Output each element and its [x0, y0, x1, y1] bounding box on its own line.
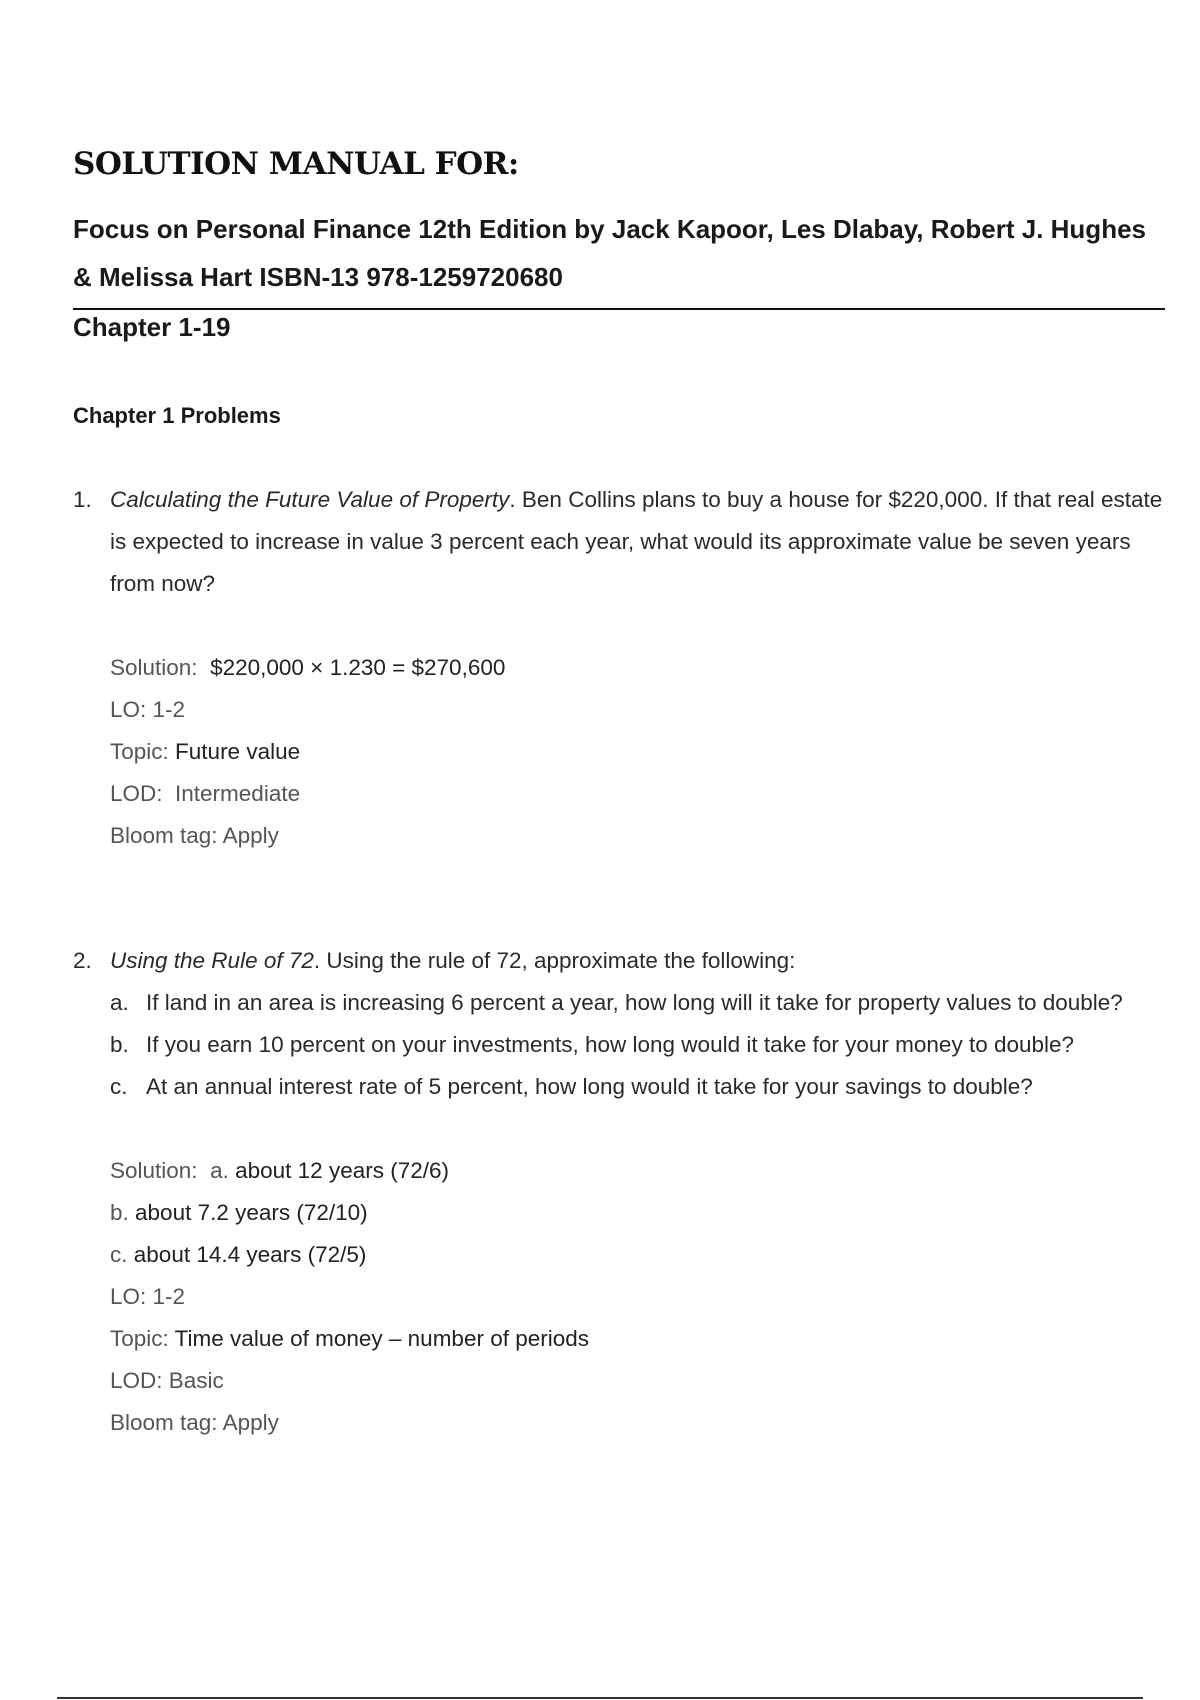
sub-question-list	[110, 982, 1165, 1108]
topic-value: Time value of money – number of periods	[174, 1326, 590, 1351]
lo-line	[110, 689, 1165, 731]
page-title: SOLUTION MANUAL FOR:	[73, 146, 519, 182]
solution-value: $220,000 × 1.230 = $270,600	[210, 655, 506, 680]
footer-divider	[57, 1697, 1143, 1699]
bloom-line	[110, 1402, 1165, 1444]
problem-1-statement	[73, 479, 1165, 605]
sub-question-text: If land in an area is increasing 6 percent a year, how long will it take for property values to double?	[146, 990, 1123, 1015]
sub-question-b	[110, 1024, 1165, 1066]
section-title: Chapter 1 Problems	[73, 403, 281, 428]
sub-question-c	[110, 1066, 1165, 1108]
sub-question-text: If you earn 10 percent on your investments, how long would it take for your money to double?	[146, 1032, 1075, 1057]
problem-1	[73, 479, 1165, 857]
solution-label: Solution:	[110, 1158, 198, 1183]
solution-letter: a.	[210, 1158, 229, 1183]
bloom-value: Apply	[222, 823, 279, 848]
solution-line-c	[110, 1234, 1165, 1276]
solution-value: about 12 years (72/6)	[235, 1158, 449, 1183]
lod-label: LOD:	[110, 1368, 163, 1393]
sub-question-a	[110, 982, 1165, 1024]
sub-question-text: At an annual interest rate of 5 percent, how long would it take for your savings to double?	[146, 1074, 1033, 1099]
topic-label: Topic:	[110, 1326, 169, 1351]
solution-value: about 7.2 years (72/10)	[135, 1200, 368, 1225]
solution-letter: c.	[110, 1242, 128, 1267]
sub-question-letter: c.	[110, 1074, 128, 1099]
topic-label: Topic:	[110, 739, 169, 764]
solution-line-a	[110, 1150, 1165, 1192]
bloom-line	[110, 815, 1165, 857]
lod-line	[110, 1360, 1165, 1402]
problem-number: 2.	[73, 948, 92, 973]
lod-value: Basic	[168, 1368, 224, 1393]
sub-question-letter: a.	[110, 990, 129, 1015]
sub-question-letter: b.	[110, 1032, 129, 1057]
topic-value: Future value	[175, 739, 301, 764]
bloom-label: Bloom tag:	[110, 1410, 218, 1435]
topic-line	[110, 731, 1165, 773]
solution-line	[110, 647, 1165, 689]
solution-line-b	[110, 1192, 1165, 1234]
lo-label: LO:	[110, 1284, 147, 1309]
problem-number: 1.	[73, 487, 92, 512]
lo-value: 1-2	[152, 697, 186, 722]
problem-title-punct: .	[509, 487, 516, 512]
chapter-range: Chapter 1-19	[73, 312, 231, 342]
lod-line	[110, 773, 1165, 815]
solution-label: Solution:	[110, 655, 198, 680]
lo-line	[110, 1276, 1165, 1318]
problem-title: Using the Rule of 72	[110, 948, 314, 973]
bloom-label: Bloom tag:	[110, 823, 218, 848]
lo-value: 1-2	[152, 1284, 186, 1309]
problem-2	[73, 940, 1165, 1444]
topic-line	[110, 1318, 1165, 1360]
lo-label: LO:	[110, 697, 147, 722]
problem-title-punct: .	[313, 948, 321, 973]
book-info: Focus on Personal Finance 12th Edition by Jack Kapoor, Les Dlabay, Robert J. Hughes & Melissa Hart ISBN-13 978-1259720680	[73, 214, 1146, 292]
solution-value: about 14.4 years (72/5)	[133, 1242, 367, 1267]
problem-title: Calculating the Future Value of Property	[110, 487, 510, 512]
solution-letter: b.	[110, 1200, 129, 1225]
problem-text: Ben Collins plans to buy a house for $220,000. If that real estate is expected to increase in value 3 percent each year, what would its approximate value be seven years from now?	[110, 487, 1163, 596]
lod-value: Intermediate	[175, 781, 301, 806]
lod-label: LOD:	[110, 781, 163, 806]
problem-text: Using the rule of 72, approximate the following:	[320, 948, 796, 973]
header-divider	[73, 308, 1165, 310]
bloom-value: Apply	[222, 1410, 279, 1435]
problem-2-statement	[73, 940, 1165, 982]
